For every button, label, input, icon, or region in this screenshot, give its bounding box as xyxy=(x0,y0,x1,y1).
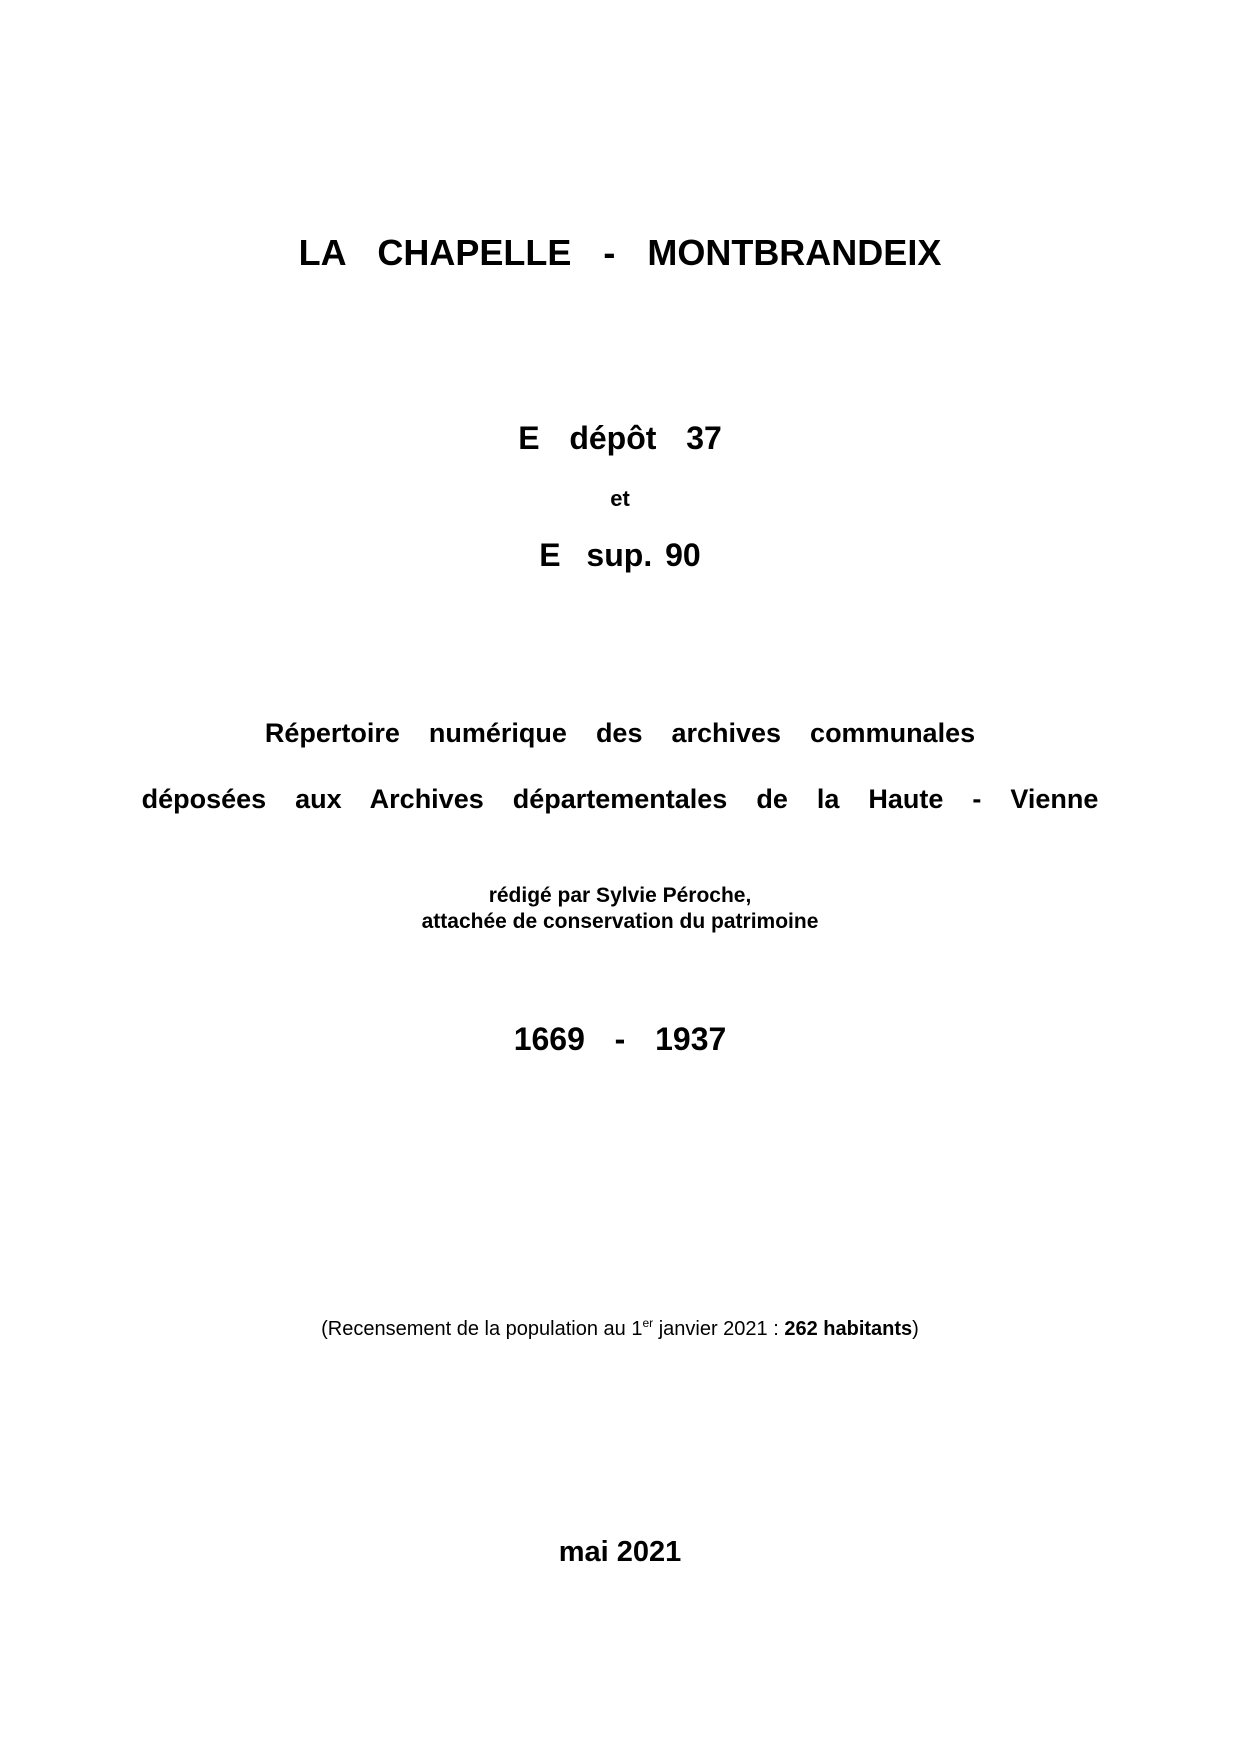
issue-date: mai 2021 xyxy=(558,1536,682,1568)
census-suffix: ) xyxy=(912,1318,919,1340)
commune-title: LA CHAPELLE - MONTBRANDEIX xyxy=(298,232,942,273)
census-middle: janvier 2021 : xyxy=(653,1318,785,1340)
author-line-2: attachée de conservation du patrimoine xyxy=(421,910,819,933)
description-line-2: déposées aux Archives départementales de la Haute - Vienne xyxy=(141,784,1099,814)
census-population: 262 habitants xyxy=(784,1318,913,1340)
fonds-reference-esup: E sup. 90 xyxy=(539,537,701,573)
census-superscript: er xyxy=(642,1316,654,1330)
census-prefix: (Recensement de la population au 1 xyxy=(321,1318,643,1340)
census-note xyxy=(0,1318,1240,1341)
author-line-1: rédigé par Sylvie Péroche, xyxy=(488,884,752,907)
fonds-reference-edepot: E dépôt 37 xyxy=(518,420,722,456)
date-range: 1669 - 1937 xyxy=(513,1021,727,1057)
description-line-1: Répertoire numérique des archives communales xyxy=(264,718,976,748)
conjunction-text: et xyxy=(610,486,630,511)
